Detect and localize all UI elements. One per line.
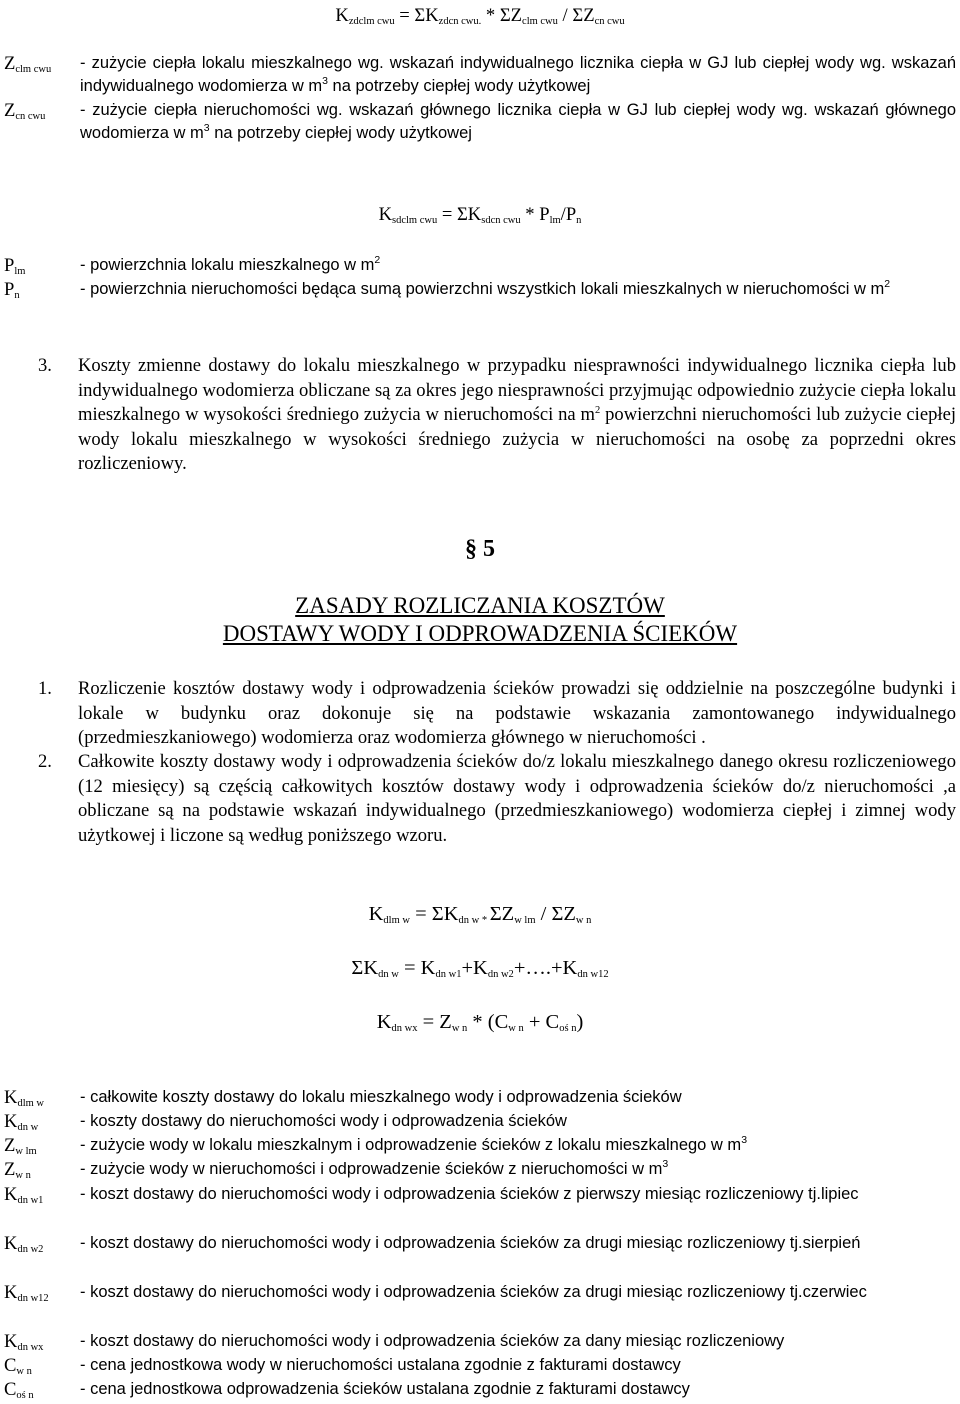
paragraph-point-2 bbox=[38, 750, 956, 848]
definition-text: - koszt dostawy do nieruchomości wody i odprowadzenia ścieków za drugi miesiąc rozliczeniowy tj.sierpień bbox=[80, 1234, 861, 1252]
definition-text: - całkowite koszty dostawy do lokalu mieszkalnego wody i odprowadzenia ścieków bbox=[80, 1088, 682, 1106]
symbol: $P_n$ bbox=[4, 279, 20, 301]
symbol: $Z_{clm cwu}$ bbox=[4, 53, 52, 75]
symbol: $K_{dn w12}$ bbox=[4, 1282, 49, 1304]
point-text: Koszty zmienne dostawy do lokalu mieszkalnego w przypadku niesprawności indywidualnego licznika ciepła lub indywidualnego wodomierza obliczane są za okres jego niesprawności przyjmując odpowiednio zużycie ciepła lokalu mieszkalnego w wysokości średniego zużycia w nieruchomości na $m^2$ powierzchni nieruchomości lub zużycie ciepłej wody lokalu mieszkalnego w wysokości średniego zużycia w nieruchomości na osobę za poprzedni okres rozliczeniowy. bbox=[78, 355, 956, 474]
definition-text: - zużycie ciepła nieruchomości wg. wskazań głównego licznika ciepła w GJ lub ciepłej wody wg. wskazań głównego wodomierza w $m^3$ na potrzeby ciepłej wody użytkowej bbox=[80, 101, 956, 142]
point-text: Całkowite koszty dostawy wody i odprowadzenia ścieków do/z lokalu mieszkalnego danego okresu rozliczeniowego (12 miesięcy) są częścią całkowitych kosztów dostawy wody i odprowadzenia ścieków do/z nieruchomości ,a obliczane są na podstawie wskazań indywidualnego (przedmieszkaniowego) wodomierza ciepłej i zimnej wody użytkowej i liczone są według poniższego wzoru. bbox=[78, 751, 956, 846]
definition-text: - cena jednostkowa odprowadzenia ścieków ustalana zgodnie z fakturami dostawcy bbox=[80, 1380, 690, 1398]
point-number: 2. bbox=[38, 751, 52, 772]
symbol: $C_{w n}$ bbox=[4, 1355, 32, 1377]
symbol: $K_{dn w}$ bbox=[4, 1111, 39, 1133]
section-title-line-2: DOSTAWY WODY I ODPROWADZENIA ŚCIEKÓW bbox=[222, 621, 738, 646]
formula-sum-k-dn-w: $\Sigma K_{dn w}$ = $K_{dn w1}+K_{dn w2}+\dots.+K_{dn w12}$ bbox=[351, 957, 609, 980]
point-number: 3. bbox=[38, 355, 52, 376]
symbol: $Z_{w lm}$ bbox=[4, 1135, 37, 1157]
section-title-line-1: ZASADY ROZLICZANIA KOSZTÓW bbox=[295, 593, 665, 618]
definition-text: - zużycie ciepła lokalu mieszkalnego wg. wskazań indywidualnego licznika ciepła w GJ lub ciepłej wody wg. wskazań indywidualnego wodomierza w $m^3$ na potrzeby ciepłej wody użytkowej bbox=[80, 54, 956, 95]
symbol: $K_{dn wx}$ bbox=[4, 1331, 44, 1353]
symbol: $P_{lm}$ bbox=[4, 255, 26, 277]
paragraph-point-3 bbox=[38, 354, 956, 477]
formula-k-zdclm-cwu: $K_{zdclm cwu} = \Sigma K_{zdcn cwu.} * \Sigma Z_{clm cwu} / \Sigma Z_{cn cwu}$ bbox=[335, 5, 625, 27]
symbol: $Z_{cn cwu}$ bbox=[4, 100, 46, 122]
definition-text: - koszt dostawy do nieruchomości wody i odprowadzenia ścieków za dany miesiąc rozliczeniowy bbox=[80, 1332, 785, 1350]
definition-text: - koszt dostawy do nieruchomości wody i odprowadzenia ścieków z pierwszy miesiąc rozliczeniowy tj.lipiec bbox=[80, 1185, 859, 1203]
definition-text: - koszt dostawy do nieruchomości wody i odprowadzenia ścieków za drugi miesiąc rozliczeniowy tj.czerwiec bbox=[80, 1283, 867, 1301]
paragraph-point-1 bbox=[38, 677, 956, 751]
symbol: $K_{dn w1}$ bbox=[4, 1184, 44, 1206]
symbol: $C_{oś n}$ bbox=[4, 1379, 34, 1401]
point-number: 1. bbox=[38, 678, 52, 699]
formula-k-sdclm-cwu: $K_{sdclm cwu} = \Sigma K_{sdcn cwu} * P_{lm}/P_n$ bbox=[378, 204, 582, 226]
symbol: $K_{dn w2}$ bbox=[4, 1233, 44, 1255]
definition-text: - powierzchnia nieruchomości będąca sumą powierzchni wszystkich lokali mieszkalnych w nieruchomości w $m^2$ bbox=[80, 278, 891, 298]
point-text: Rozliczenie kosztów dostawy wody i odprowadzenia ścieków prowadzi się oddzielnie na poszczególne budynki i lokale w budynku oraz dokonuje się na podstawie wskazania zamontowanego indywidualnego (przedmieszkaniowego) wodomierza oraz wodomierza głównego w nieruchomości . bbox=[78, 678, 956, 748]
definition-text: - zużycie wody w lokalu mieszkalnym i odprowadzenie ścieków z lokalu mieszkalnego w $m^3$ bbox=[80, 1134, 748, 1154]
formula-k-dn-wx: $K_{dn wx} = Z_{w n} * (C_{w n} + C_{oś n})$ bbox=[376, 1011, 584, 1034]
definition-text: - cena jednostkowa wody w nieruchomości ustalana zgodnie z fakturami dostawcy bbox=[80, 1356, 681, 1374]
symbol: $K_{dlm w}$ bbox=[4, 1087, 44, 1109]
formula-k-dlm-w: $K_{dlm w} = \Sigma K_{dn w}$ $_*$ $\Sigma Z_{w lm} / \Sigma Z_{w n}$ bbox=[368, 903, 592, 926]
definition-text: - zużycie wody w nieruchomości i odprowadzenie ścieków z nieruchomości w $m^3$ bbox=[80, 1158, 669, 1178]
definition-text: - powierzchnia lokalu mieszkalnego w $m^2$ bbox=[80, 254, 381, 274]
section-number: § 5 bbox=[465, 536, 495, 562]
definition-text: - koszty dostawy do nieruchomości wody i odprowadzenia ścieków bbox=[80, 1112, 567, 1130]
symbol: $Z_{w n}$ bbox=[4, 1159, 31, 1181]
